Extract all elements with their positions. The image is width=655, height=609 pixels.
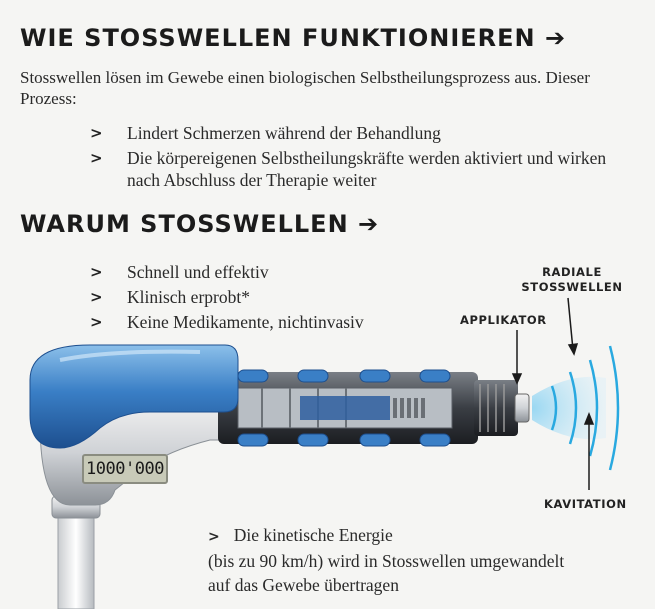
- label-kavitation: KAVITATION: [544, 497, 627, 511]
- bullet-marker: >: [208, 529, 220, 545]
- label-radiale-stosswellen: RADIALE STOSSWELLEN: [521, 265, 623, 294]
- list-item: > Lindert Schmerzen während der Behandlung: [90, 123, 441, 143]
- wave-arc: [610, 346, 618, 470]
- bullet-marker: >: [90, 263, 103, 281]
- heading-why-shockwaves: WARUM STOSSWELLEN ➔: [20, 210, 380, 238]
- list-item: > Klinisch erprobt*: [90, 287, 250, 307]
- list-item: > Schnell und effektiv: [90, 262, 269, 282]
- intro-paragraph: Stosswellen lösen im Gewebe einen biologischen Selbstheilungsprozess aus. Dieser Prozess:: [20, 68, 590, 108]
- list-item: > Keine Medikamente, nichtinvasiv: [90, 312, 364, 332]
- cable: [58, 508, 94, 609]
- counter-display: 1000'000: [82, 454, 168, 484]
- bullet-marker: >: [90, 288, 103, 306]
- label-applikator: APPLIKATOR: [460, 313, 547, 327]
- list-item: > Die körpereigenen Selbstheilungskräfte werden aktiviert und wirken nach Abschluss der Therapie weiter: [90, 148, 607, 190]
- radiale-pointer: [568, 298, 573, 350]
- applicator-tip: [515, 394, 529, 422]
- heading-how-it-works: WIE STOSSWELLEN FUNKTIONIEREN ➔: [20, 24, 567, 52]
- kinetic-energy-note: > Die kinetische Energie (bis zu 90 km/h) wird in Stosswellen umgewandelt auf das Gewebe übertragen: [208, 525, 565, 595]
- bullet-marker: >: [90, 124, 103, 142]
- bullet-marker: >: [90, 149, 103, 167]
- bullet-marker: >: [90, 313, 103, 331]
